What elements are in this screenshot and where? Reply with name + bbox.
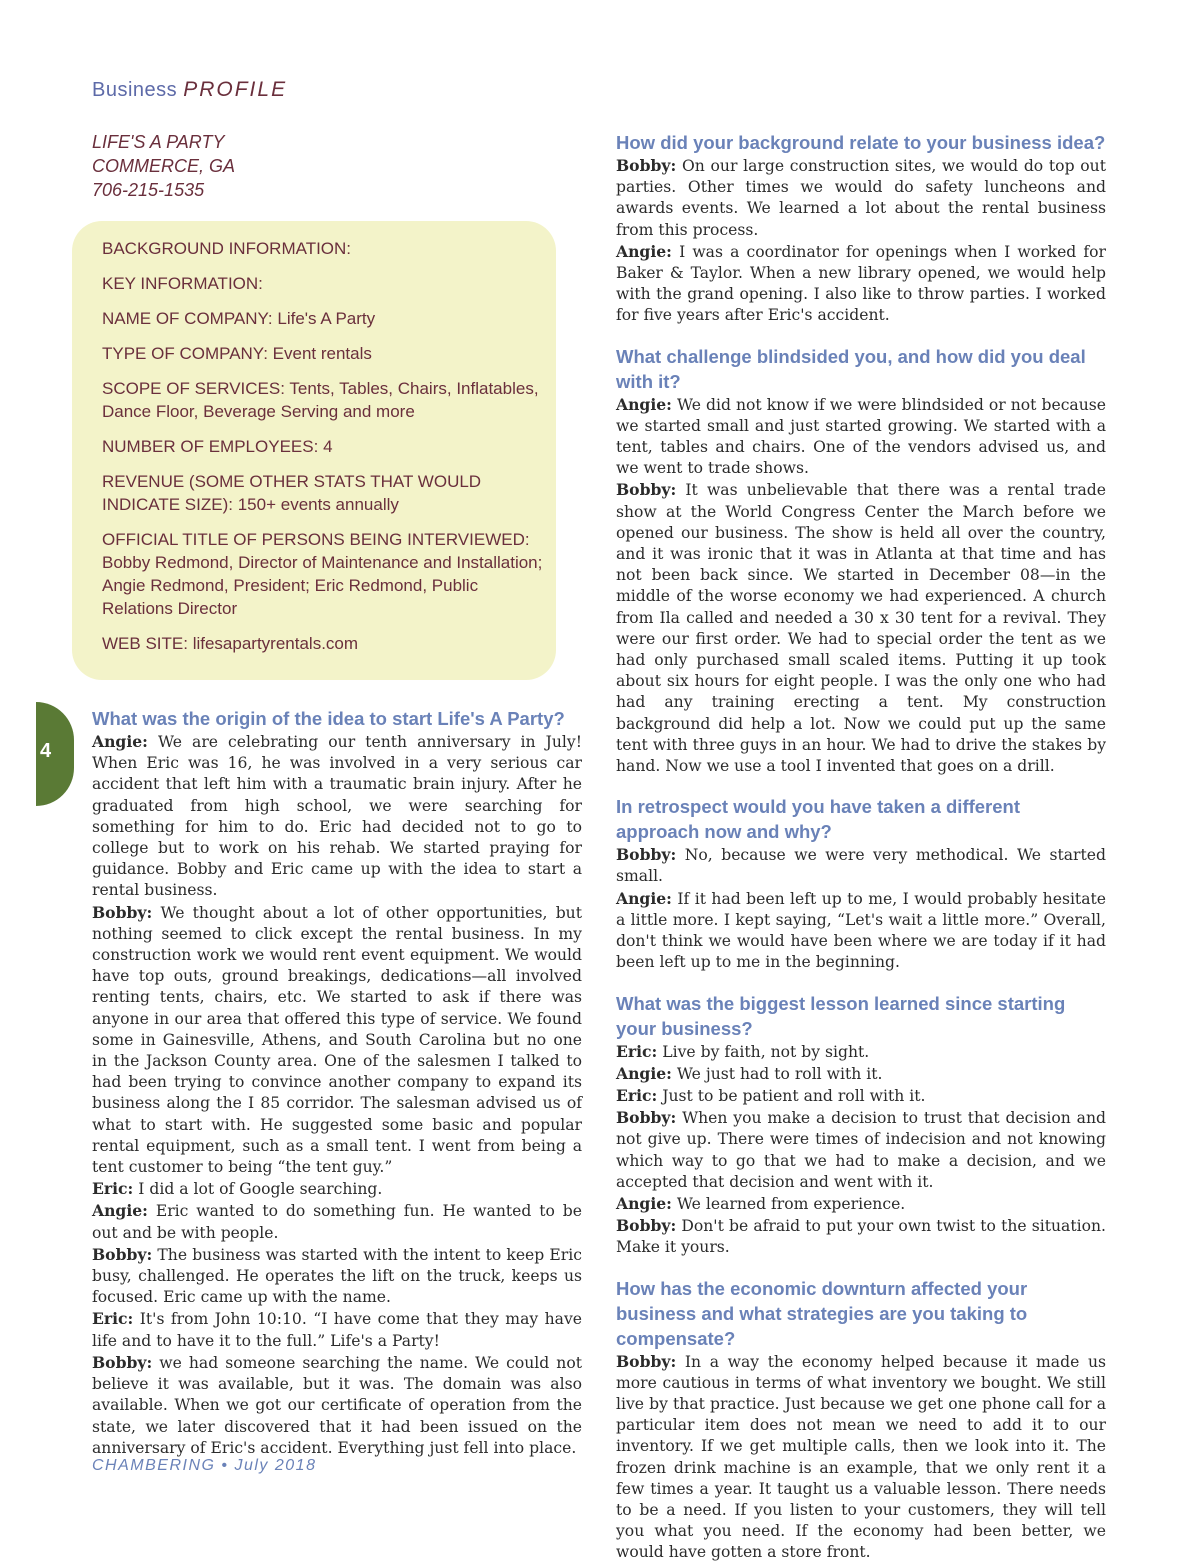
company-name-row	[102, 307, 546, 330]
magazine-name: CHAMBERING	[92, 1457, 216, 1474]
row-label: NUMBER OF EMPLOYEES:	[102, 437, 319, 456]
answer-text: We thought about a lot of other opportunities, but nothing seemed to click except the rental business. In my construction work we would rent event equipment. We would have top outs, ground breakings, dedications—all involved renting tents, chairs, etc. We started to ask if there was anyone in our area that offered this type of service. We found some in Gainesville, Athens, and South Carolina but no one in the Jackson County area. One of the salesmen I talked to had been trying to convince another company to expand its business along the I 85 corridor. The salesman advised us of what to start with. He suggested some basic and popular rental equipment, such as a small tent. I went from being a tent customer to being “the tent guy.”	[92, 903, 582, 1177]
question-heading: What was the origin of the idea to start Life's A Party?	[92, 708, 565, 729]
answer-paragraph	[616, 1041, 1106, 1063]
answer-text: We just had to roll with it.	[676, 1064, 883, 1083]
answer-text: It's from John 10:10. “I have come that they may have life and to have it to the full.” Life's a Party!	[92, 1310, 582, 1350]
company-phone: 706-215-1535	[92, 180, 205, 200]
speaker-name: Angie:	[616, 241, 672, 261]
question-heading: What was the biggest lesson learned since starting your business?	[616, 992, 1066, 1039]
answer-paragraph	[92, 1178, 582, 1200]
speaker-name: Bobby:	[616, 156, 677, 175]
left-column	[92, 706, 582, 1459]
answer-text: Don't be afraid to put your own twist to the situation. Make it yours.	[616, 1217, 1106, 1257]
answer-paragraph	[616, 394, 1106, 480]
speaker-name: Eric:	[92, 1179, 134, 1199]
speaker-name: Eric:	[616, 1085, 658, 1105]
speaker-name: Bobby:	[616, 845, 677, 865]
row-label: SCOPE OF SERVICES:	[102, 379, 285, 398]
answer-text: The business was started with the intent to keep Eric busy, challenged. He operates the lift on the truck, keeps us focused. Eric came up with the name.	[92, 1245, 582, 1307]
right-column	[616, 130, 1106, 1564]
answer-block	[616, 155, 1106, 327]
answer-paragraph	[92, 1352, 582, 1459]
speaker-name: Angie:	[616, 888, 672, 908]
answer-text: No, because we were very methodical. We started small.	[616, 846, 1106, 886]
row-label: REVENUE (SOME OTHER STATS THAT WOULD INDICATE SIZE):	[102, 472, 482, 514]
answer-block	[616, 844, 1106, 973]
background-label: BACKGROUND INFORMATION:	[102, 239, 352, 258]
answer-text: We did not know if we were blindsided or not because we started small and just started growing. We started with a tent, tables and chairs. One of the vendors advised us, and we went to trade shows.	[616, 395, 1106, 478]
answer-text: Eric wanted to do something fun. He wanted to be out and be with people.	[92, 1202, 582, 1242]
speaker-name: Eric:	[92, 1309, 134, 1329]
profile-label: PROFILE	[183, 78, 288, 101]
row-value: 4	[323, 437, 333, 456]
company-type-row	[102, 342, 546, 365]
answer-paragraph	[616, 1351, 1106, 1564]
answer-paragraph	[616, 888, 1106, 974]
footer	[92, 1457, 316, 1475]
company-name: LIFE'S A PARTY	[92, 132, 225, 152]
answer-text: It was unbelievable that there was a rental trade show at the World Congress Center the March before we opened our business. The show is held all over the country, and it was ironic that it was in Atlanta at that time and has not been back since. We started in December 08—in the middle of the worse economy we had experienced. A church from Ila called and needed a 30 x 30 tent for a revival. They were our first order. We had to special order the tent as we had only purchased small scaled items. Putting it up took about six hours for eight people. I was the only one who had had any training erecting a tent. My construction background did help a lot. Now we could put up the same tent with three guys in an hour. We had to drive the stakes by hand. Now we use a tool I invented that goes on a drill.	[616, 481, 1106, 776]
answer-text: We are celebrating our tenth anniversary in July! When Eric was 16, he was involved in a very serious car accident that left him with a traumatic brain injury. After he graduated from high school, we were searching for something for him to do. Eric had decided not to go to college but to work on his rehab. We started praying for guidance. Bobby and Eric came up with the idea to start a rental business.	[92, 733, 582, 900]
speaker-name: Bobby:	[92, 1244, 153, 1264]
answer-text: When you make a decision to trust that decision and not give up. There were times of indecision and not knowing which way to go that we had to make a decision, and we accepted that decision and went with it.	[616, 1109, 1106, 1191]
revenue-row	[102, 470, 546, 516]
row-label: TYPE OF COMPANY:	[102, 344, 268, 363]
question-heading: What challenge blindsided you, and how did you deal with it?	[616, 345, 1086, 392]
row-value: 150+ events annually	[237, 495, 399, 514]
speaker-name: Angie:	[92, 732, 148, 751]
footer-separator: •	[221, 1457, 229, 1474]
speaker-name: Bobby:	[616, 1216, 677, 1236]
question-heading: How did your background relate to your business idea?	[616, 132, 1106, 153]
answer-paragraph	[616, 1107, 1106, 1193]
speaker-name: Bobby:	[92, 902, 153, 922]
answer-paragraph	[92, 1244, 582, 1309]
answer-text: I did a lot of Google searching.	[138, 1180, 383, 1199]
answer-paragraph	[616, 1193, 1106, 1215]
answer-paragraph	[92, 1200, 582, 1243]
answer-block	[616, 1351, 1106, 1564]
speaker-name: Eric:	[616, 1041, 658, 1061]
answer-text: If it had been left up to me, I would probably hesitate a little more. I kept saying, “Let's wait a little more.” Overall, don't think we would have been where we are today if it had been left up to me in the beginning.	[616, 889, 1106, 972]
answer-paragraph	[616, 1085, 1106, 1107]
key-info-label: KEY INFORMATION:	[102, 274, 263, 293]
row-value: Bobby Redmond, Director of Maintenance and Installation; Angie Redmond, President; Eric Redmond, Public Relations Director	[102, 553, 543, 618]
speaker-name: Angie:	[616, 394, 672, 414]
answer-text: Just to be patient and roll with it.	[662, 1086, 926, 1105]
section-label: Business	[92, 79, 178, 101]
row-label: OFFICIAL TITLE OF PERSONS BEING INTERVIEWED:	[102, 530, 530, 549]
answer-block	[616, 1041, 1106, 1259]
answer-paragraph	[92, 1308, 582, 1351]
answer-text: On our large construction sites, we would do top out parties. Other times we would do safety luncheons and awards events. We learned a lot about the rental business from this process.	[616, 157, 1106, 239]
page-number: 4	[40, 740, 52, 762]
answer-paragraph	[616, 241, 1106, 327]
speaker-name: Bobby:	[616, 480, 677, 500]
row-value: Life's A Party	[277, 309, 376, 328]
answer-text: We learned from experience.	[676, 1194, 906, 1213]
speaker-name: Angie:	[616, 1193, 672, 1213]
answer-paragraph	[92, 731, 582, 902]
answer-text: In a way the economy helped because it made us more cautious in terms of what inventory we bought. We still live by that practice. Just because we get one phone call for a particular item does not mean we need to add it to our inventory. If we get multiple calls, then we look into it. The frozen drink machine is an example, that we only rent it a few times a year. It taught us a valuable lesson. There needs to be a need. If you listen to your customers, they will tell you what you need. If the economy had been better, we would have gotten a store front.	[616, 1352, 1106, 1562]
answer-paragraph	[616, 1215, 1106, 1258]
answer-block	[616, 394, 1106, 778]
answer-paragraph	[92, 902, 582, 1179]
question-heading: How has the economic downturn affected your business and what strategies are you taking to compensate?	[616, 1277, 1028, 1349]
answer-text: Live by faith, not by sight.	[662, 1042, 870, 1061]
employees-row	[102, 435, 546, 458]
issue-date: July 2018	[234, 1457, 317, 1474]
website-row	[102, 632, 546, 655]
company-city: COMMERCE, GA	[92, 156, 236, 176]
company-block	[92, 130, 235, 202]
speaker-name: Angie:	[92, 1201, 148, 1221]
question-heading: In retrospect would you have taken a different approach now and why?	[616, 796, 1021, 843]
answer-block	[92, 731, 582, 1459]
speaker-name: Bobby:	[92, 1352, 153, 1372]
row-label: WEB SITE:	[102, 634, 188, 653]
answer-paragraph	[616, 155, 1106, 241]
row-value: Event rentals	[272, 344, 372, 363]
key-information-box	[72, 221, 556, 680]
website-link[interactable]: lifesapartyrentals.com	[192, 634, 359, 653]
speaker-name: Bobby:	[616, 1108, 677, 1128]
row-label: NAME OF COMPANY:	[102, 309, 273, 328]
answer-text: we had someone searching the name. We could not believe it was available, but it was. The domain was also available. When we got our certificate of operation from the state, we later discovered that it had been issued on the anniversary of Eric's accident. Everything just fell into place.	[92, 1353, 582, 1457]
speaker-name: Angie:	[616, 1063, 672, 1083]
section-header	[92, 78, 287, 102]
speaker-name: Bobby:	[616, 1351, 677, 1371]
answer-text: I was a coordinator for openings when I worked for Baker & Taylor. When a new library opened, we would help with the grand opening. I also like to throw parties. I worked for five years after Eric's accident.	[616, 242, 1106, 325]
interviewees-row	[102, 528, 546, 620]
scope-row	[102, 377, 546, 423]
answer-paragraph	[616, 479, 1106, 777]
row-value: Tents, Tables, Chairs, Inflatables, Dance Floor, Beverage Serving and more	[102, 379, 539, 421]
answer-paragraph	[616, 844, 1106, 887]
answer-paragraph	[616, 1063, 1106, 1085]
